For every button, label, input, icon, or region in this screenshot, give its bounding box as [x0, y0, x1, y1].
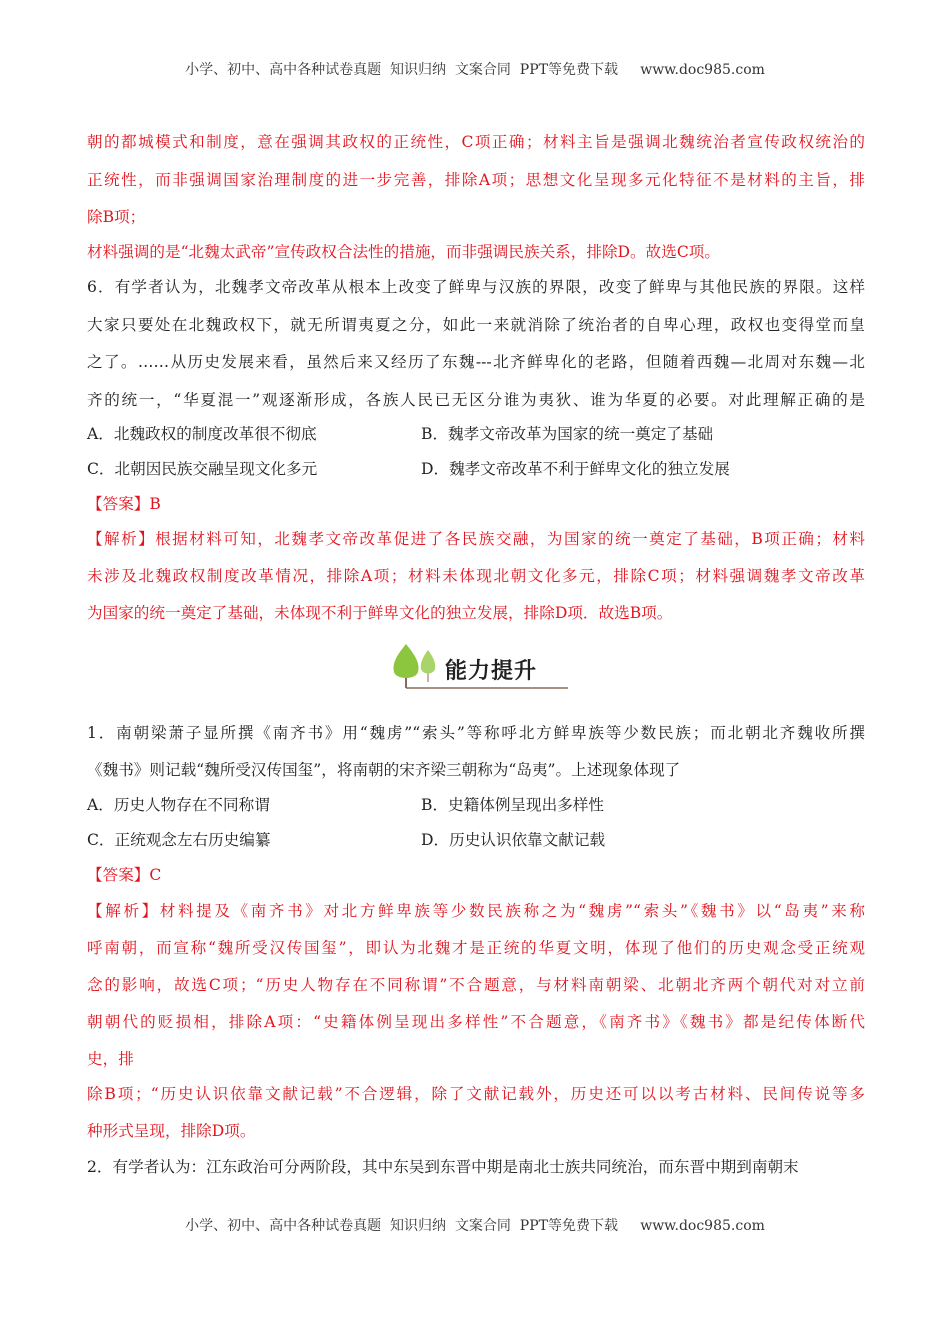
option-b: B．史籍体例呈现出多样性 — [421, 796, 604, 814]
question-6-stem: 大家只要处在北魏政权下，就无所谓夷夏之分，如此一来就消除了统治者的自卑心理，政权也变得堂而皇 — [87, 316, 865, 334]
analysis-line: 为国家的统一奠定了基础，未体现不利于鲜卑文化的独立发展，排除D项．故选B项。 — [87, 604, 673, 622]
question-1-stem: 《魏书》则记载“魏所受汉传国玺”，将南朝的宋齐梁三朝称为“岛夷”。上述现象体现了 — [87, 761, 681, 779]
analysis-line: 除B项； — [87, 208, 146, 226]
page-footer: 小学、初中、高中各种试卷真题 知识归纳 文案合同 PPT等免费下载 www.doc985.com — [185, 1218, 765, 1234]
analysis-line: 未涉及北魏政权制度改革情况，排除A项；材料未体现北朝文化多元，排除C项；材料强调魏孝文帝改革 — [87, 567, 865, 585]
question-1-stem: 1．南朝梁萧子显所撰《南齐书》用“魏虏”“索头”等称呼北方鲜卑族等少数民族；而北朝北齐魏收所撰 — [87, 724, 865, 742]
answer: 【答案】C — [87, 866, 162, 884]
analysis-line: 材料强调的是“北魏太武帝”宣传政权合法性的措施，而非强调民族关系，排除D。故选C项。 — [87, 243, 720, 261]
section-title: 能力提升 — [445, 659, 538, 684]
option-d: D．魏孝文帝改革不利于鲜卑文化的独立发展 — [421, 460, 730, 478]
question-2-stem: 2．有学者认为：江东政治可分两阶段，其中东吴到东晋中期是南北士族共同统治，而东晋中期到南朝末 — [87, 1158, 799, 1176]
option-c: C．正统观念左右历史编纂 — [87, 831, 271, 849]
analysis-line: 种形式呈现，排除D项。 — [87, 1122, 256, 1140]
page-header: 小学、初中、高中各种试卷真题 知识归纳 文案合同 PPT等免费下载 www.doc985.com — [185, 62, 765, 78]
analysis-line: 史，排 — [87, 1050, 134, 1068]
analysis-line: 朝的都城模式和制度，意在强调其政权的正统性，C项正确；材料主旨是强调北魏统治者宣传政权统治的 — [87, 133, 865, 151]
analysis-line: 【解析】根据材料可知，北魏孝文帝改革促进了各民族交融，为国家的统一奠定了基础，B项正确；材料 — [87, 530, 865, 548]
analysis-line: 呼南朝，而宣称“魏所受汉传国玺”，即认为北魏才是正统的华夏文明，体现了他们的历史观念受正统观 — [87, 939, 865, 957]
analysis-line: 正统性，而非强调国家治理制度的进一步完善，排除A项；思想文化呈现多元化特征不是材料的主旨，排 — [87, 171, 865, 189]
question-6-stem: 6．有学者认为，北魏孝文帝改革从根本上改变了鲜卑与汉族的界限，改变了鲜卑与其他民族的界限。这样 — [87, 278, 865, 296]
option-a: A．历史人物存在不同称谓 — [87, 796, 270, 814]
option-c: C．北朝因民族交融呈现文化多元 — [87, 460, 318, 478]
analysis-line: 念的影响，故选C项；“历史人物存在不同称谓”不合题意，与材料南朝梁、北朝北齐两个朝代对对立前 — [87, 976, 865, 994]
answer: 【答案】B — [87, 495, 161, 513]
question-6-stem: 齐的统一，“华夏混一”观逐渐形成，各族人民已无区分谁为夷狄、谁为华夏的必要。对此理解正确的是 — [87, 391, 865, 409]
option-a: A．北魏政权的制度改革很不彻底 — [87, 425, 317, 443]
analysis-line: 【解析】材料提及《南齐书》对北方鲜卑族等少数民族称之为“魏虏”“索头”《魏书》以“岛夷”来称 — [87, 902, 865, 920]
option-d: D．历史认识依靠文献记载 — [421, 831, 606, 849]
question-6-stem: 之了。……从历史发展来看，虽然后来又经历了东魏---北齐鲜卑化的老路，但随着西魏—北周对东魏—北 — [87, 353, 865, 371]
section-banner — [378, 640, 570, 694]
option-b: B．魏孝文帝改革为国家的统一奠定了基础 — [421, 425, 714, 443]
analysis-line: 除B项；“历史认识依靠文献记载”不合逻辑，除了文献记载外，历史还可以以考古材料、民间传说等多 — [87, 1085, 865, 1103]
analysis-line: 朝朝代的贬损相，排除A项：“史籍体例呈现出多样性”不合题意，《南齐书》《魏书》都是纪传体断代 — [87, 1013, 865, 1031]
